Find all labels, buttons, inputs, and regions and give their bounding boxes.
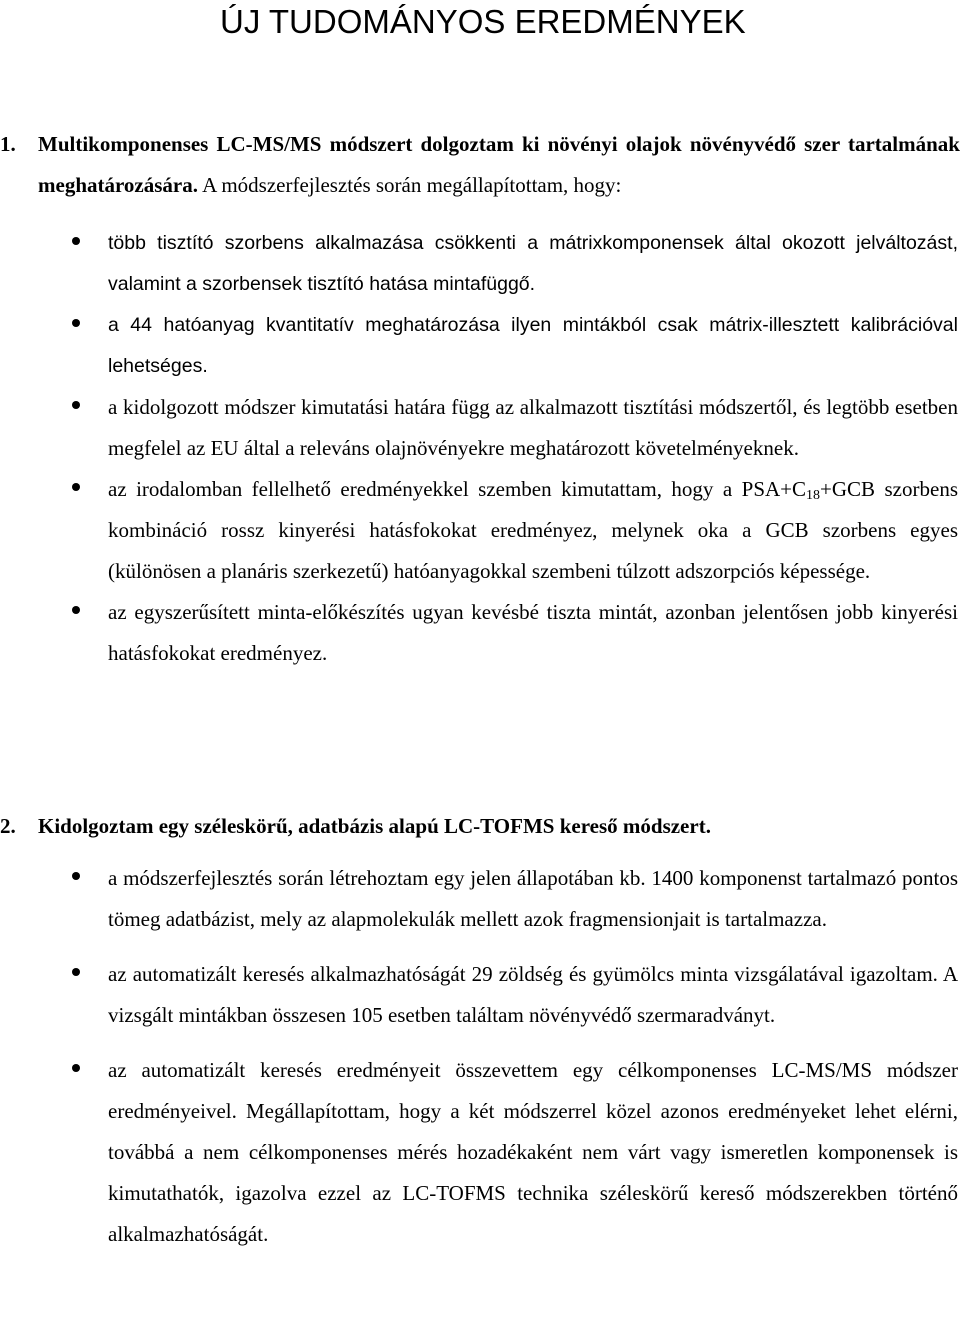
section-2-heading-text: Kidolgoztam egy széleskörű, adatbázis alapú LC-TOFMS kereső módszert. [38,814,711,838]
section-2-number: 2. [0,814,16,838]
bullet-dot-icon [72,872,80,880]
section-1-heading-plain: A módszerfejlesztés során megállapítottam, hogy: [198,173,622,197]
list-item [0,592,960,674]
bullet-dot-icon [72,1064,80,1072]
list-item [0,954,960,1036]
bullet-dot-icon [72,401,80,409]
list-item-text: a módszerfejlesztés során létrehoztam egy jelen állapotában kb. 1400 komponenst tartalmazó pontos tömeg adatbázist, mely az alapmolekulák mellett azok fragmensionjait is tartalmazza. [108,866,958,931]
section-2 [0,806,960,847]
list-item-text: az automatizált keresés alkalmazhatóságát 29 zöldség és gyümölcs minta vizsgálatával igazoltam. A vizsgált mintákban összesen 105 esetben találtam növényvédő szermaradványt. [108,962,958,1027]
bullet-dot-icon [72,968,80,976]
list-item-text: több tisztító szorbens alkalmazása csökkenti a mátrixkomponensek által okozott jelváltozást, valamint a szorbensek tisztító hatása mintafüggő. [108,232,958,295]
section-1-heading-text [38,124,960,206]
bullet-dot-icon [72,606,80,614]
list-item [0,858,960,940]
section-1-heading [0,124,960,206]
list-item-text: az automatizált keresés eredményeit összevettem egy célkomponenses LC-MS/MS módszer eredményeivel. Megállapítottam, hogy a két módszerrel közel azonos eredményeket lehet elérni, továbbá a nem célkomponenses mérés hozadékaként nem várt vagy ismeretlen komponensek is kimutathatók, igazolva ezzel az LC-TOFMS technika széleskörű kereső módszerekben történő alkalmazhatóságát. [108,1058,958,1246]
section-1-bullet-list [0,223,960,674]
bullet-dot-icon [72,483,80,491]
list-item-text: a 44 hatóanyag kvantitatív meghatározása ilyen mintákból csak mátrix-illesztett kalibrációval lehetséges. [108,314,958,377]
list-item-text-post: +GCB szorbens kombináció rossz kinyerési hatásfokokat eredményez, melynek oka a GCB szorbens egyes (különösen a planáris szerkezetű) hatóanyagokkal szembeni túlzott adszorpciós képessége. [108,477,958,583]
list-item-text: a kidolgozott módszer kimutatási határa függ az alkalmazott tisztítási módszertől, és legtöbb esetben megfelel az EU által a releváns olajnövényekre meghatározott követelményeknek. [108,395,958,460]
page-title: ÚJ TUDOMÁNYOS EREDMÉNYEK [220,3,746,40]
list-item [0,223,960,305]
bullet-dot-icon [72,237,80,245]
section-1-number: 1. [0,132,16,156]
section-1-heading-bold: Multikomponenses LC-MS/MS módszert dolgoztam ki növényi olajok növényvédő szer tartalmának meghatározására. [38,132,960,197]
section-1 [0,124,960,206]
list-item [0,305,960,387]
subscript-18: 18 [806,488,821,503]
bullet-dot-icon [72,319,80,327]
list-item [0,1050,960,1255]
list-item [0,469,960,592]
section-2-bullet-list [0,858,960,1255]
list-item [0,387,960,469]
section-2-heading [0,806,960,847]
list-item-text: az egyszerűsített minta-előkészítés ugyan kevésbé tiszta mintát, azonban jelentősen jobb kinyerési hatásfokokat eredményez. [108,600,958,665]
list-item-text-pre: az irodalomban fellelhető eredményekkel szemben kimutattam, hogy a PSA+C [108,477,807,501]
